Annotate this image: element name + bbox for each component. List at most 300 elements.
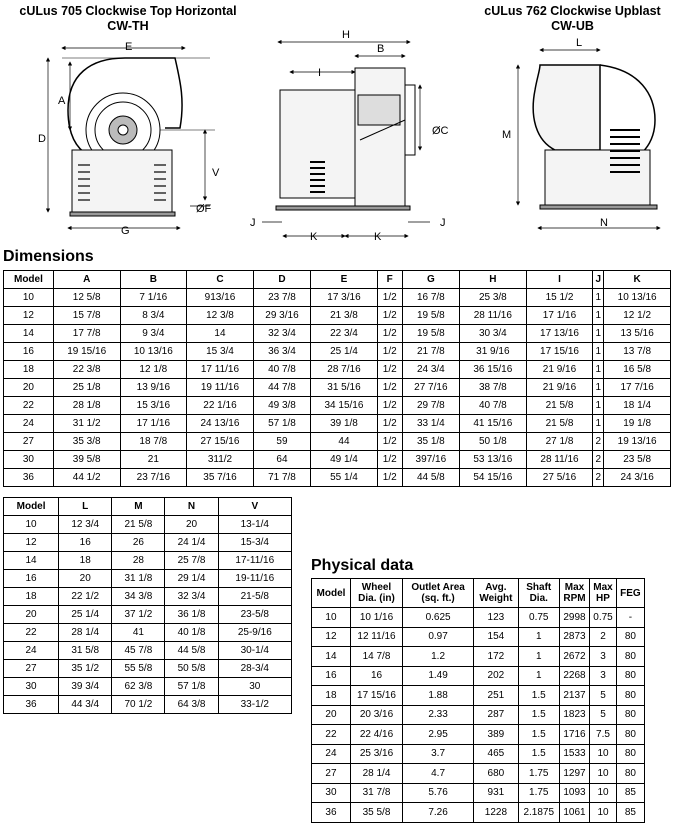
table-row [4, 289, 671, 307]
column-header: B [120, 271, 187, 289]
table-cell: 25 3/16 [350, 744, 402, 764]
table-cell: 39 3/4 [59, 678, 112, 696]
table-cell: 1.88 [403, 686, 474, 706]
table-cell: 1 [593, 343, 604, 361]
table-cell: 16 5/8 [604, 361, 671, 379]
column-header-line: FEG [620, 587, 641, 599]
table-row [312, 647, 645, 667]
table-cell: 18 1/4 [604, 397, 671, 415]
table-cell: 36 [4, 469, 54, 487]
table-cell: 1.5 [518, 686, 559, 706]
table-cell: 64 3/8 [165, 696, 218, 714]
table-cell: 2 [593, 469, 604, 487]
table-row [312, 627, 645, 647]
table-cell: 28 7/16 [311, 361, 378, 379]
table-cell: 34 3/8 [112, 588, 165, 606]
label-i: I [318, 67, 322, 79]
table-cell: 24 3/16 [604, 469, 671, 487]
column-header: Model [4, 271, 54, 289]
column-header-line: Dia. [529, 593, 548, 604]
table-row [4, 678, 292, 696]
table-cell: 7.26 [403, 803, 474, 823]
column-header-line: Wheel [361, 582, 392, 593]
table-cell: 10 [590, 764, 617, 784]
table-cell: 10 [590, 744, 617, 764]
table-cell: 3 [590, 647, 617, 667]
table-cell: 20 [59, 570, 112, 588]
column-header [616, 579, 644, 608]
table-cell: 1.75 [518, 764, 559, 784]
table-cell: 21-5/8 [218, 588, 291, 606]
table-cell: 15 3/16 [120, 397, 187, 415]
table-cell: 12 3/4 [59, 516, 112, 534]
table-row [4, 642, 292, 660]
table-cell: 1/2 [377, 469, 402, 487]
table-cell: 24 [4, 415, 54, 433]
table-cell: 931 [474, 783, 519, 803]
table-cell: 23 7/16 [120, 469, 187, 487]
label-v: V [212, 167, 220, 179]
table-cell: 10 13/16 [120, 343, 187, 361]
top-horizontal-fan-drawing [48, 48, 215, 228]
table-cell: 10 1/16 [350, 608, 402, 628]
table-row [4, 534, 292, 552]
table-cell: 26 [112, 534, 165, 552]
table-row [4, 588, 292, 606]
table-cell: 31 9/16 [460, 343, 527, 361]
table-cell: 1/2 [377, 325, 402, 343]
dimensions-title: Dimensions [3, 248, 94, 265]
table-cell: 27 1/8 [526, 433, 593, 451]
table-cell: 22 1/2 [59, 588, 112, 606]
column-header: L [59, 498, 112, 516]
table-cell: 14 [4, 552, 59, 570]
table-row [312, 666, 645, 686]
table-cell: 12 1/2 [604, 307, 671, 325]
column-header: H [460, 271, 527, 289]
table-cell: 17-11/16 [218, 552, 291, 570]
table-cell: 2 [593, 451, 604, 469]
table-cell: 80 [616, 686, 644, 706]
table-cell: 15 1/2 [526, 289, 593, 307]
table-cell: 17 7/8 [53, 325, 120, 343]
table-cell: 44 5/8 [165, 642, 218, 660]
table-cell: 15-3/4 [218, 534, 291, 552]
column-header-line: RPM [563, 593, 586, 604]
table-cell: 80 [616, 764, 644, 784]
table-cell: 2 [590, 627, 617, 647]
table-cell: 30 [4, 451, 54, 469]
table-cell: 17 3/16 [311, 289, 378, 307]
table-cell: 21 5/8 [112, 516, 165, 534]
table-cell: 2.95 [403, 725, 474, 745]
table-cell: 44 3/4 [59, 696, 112, 714]
column-header: K [604, 271, 671, 289]
table-cell: 22 [4, 624, 59, 642]
table-cell: 35 7/16 [187, 469, 254, 487]
table-cell: 123 [474, 608, 519, 628]
table-cell: 23-5/8 [218, 606, 291, 624]
table-cell: 23 5/8 [604, 451, 671, 469]
table-cell: 1093 [559, 783, 589, 803]
table-cell: 37 1/2 [112, 606, 165, 624]
table-cell: 12 3/8 [187, 307, 254, 325]
physical-data-table [311, 578, 645, 823]
table-cell: 251 [474, 686, 519, 706]
table-cell: 0.75 [590, 608, 617, 628]
column-header: M [112, 498, 165, 516]
table-cell: 30 [218, 678, 291, 696]
table-row [4, 606, 292, 624]
table-cell: 40 7/8 [253, 361, 310, 379]
table-cell: 12 1/8 [120, 361, 187, 379]
table-cell: 28 1/8 [53, 397, 120, 415]
table-cell: 25 7/8 [165, 552, 218, 570]
table-cell: 14 7/8 [350, 647, 402, 667]
table-cell: 85 [616, 783, 644, 803]
label-e: E [125, 41, 133, 53]
table-cell: 3.7 [403, 744, 474, 764]
label-d: D [38, 133, 46, 145]
column-header: N [165, 498, 218, 516]
table-cell: 31 1/2 [53, 415, 120, 433]
table-cell: 41 [112, 624, 165, 642]
table-cell: 9 3/4 [120, 325, 187, 343]
column-header: F [377, 271, 402, 289]
table-cell: 31 5/16 [311, 379, 378, 397]
table-cell: 14 [187, 325, 254, 343]
table-row [4, 696, 292, 714]
label-n: N [600, 217, 608, 229]
table-row [4, 570, 292, 588]
table-cell: 80 [616, 627, 644, 647]
table-cell: 8 3/4 [120, 307, 187, 325]
table-cell: 40 7/8 [460, 397, 527, 415]
table-cell: 21 [120, 451, 187, 469]
table-cell: 172 [474, 647, 519, 667]
table-cell: 19 5/8 [402, 325, 459, 343]
table-cell: 311/2 [187, 451, 254, 469]
table-cell: 21 5/8 [526, 415, 593, 433]
column-header-line: Outlet Area [411, 582, 465, 593]
column-header: D [253, 271, 310, 289]
table-cell: 21 9/16 [526, 379, 593, 397]
table-cell: 1533 [559, 744, 589, 764]
table-cell: 24 [4, 642, 59, 660]
table-cell: 21 7/8 [402, 343, 459, 361]
table-cell: 35 1/8 [402, 433, 459, 451]
label-k-right: K [374, 231, 382, 243]
table-cell: 5 [590, 705, 617, 725]
dimensions-header-row [4, 271, 671, 289]
table-cell: - [616, 608, 644, 628]
column-header: C [187, 271, 254, 289]
table-cell: 38 7/8 [460, 379, 527, 397]
column-header: V [218, 498, 291, 516]
table-cell: 24 3/4 [402, 361, 459, 379]
table-cell: 1/2 [377, 451, 402, 469]
table-cell: 3 [590, 666, 617, 686]
table-cell: 1061 [559, 803, 589, 823]
table-cell: 22 [312, 725, 351, 745]
table-cell: 13 7/8 [604, 343, 671, 361]
table-cell: 7.5 [590, 725, 617, 745]
table-cell: 36 [312, 803, 351, 823]
table-cell: 54 15/16 [460, 469, 527, 487]
table-cell: 202 [474, 666, 519, 686]
table-cell: 25 1/4 [311, 343, 378, 361]
table-cell: 32 3/4 [165, 588, 218, 606]
table-cell: 287 [474, 705, 519, 725]
table-cell: 5 [590, 686, 617, 706]
table-cell: 49 1/4 [311, 451, 378, 469]
table-cell: 397/16 [402, 451, 459, 469]
table-cell: 21 5/8 [526, 397, 593, 415]
table-cell: 2.33 [403, 705, 474, 725]
column-header-line: HP [596, 593, 610, 604]
column-header: I [526, 271, 593, 289]
table-cell: 36 15/16 [460, 361, 527, 379]
table-cell: 14 [312, 647, 351, 667]
table-cell: 50 1/8 [460, 433, 527, 451]
table-cell: 2873 [559, 627, 589, 647]
table-cell: 19 5/8 [402, 307, 459, 325]
table-cell: 2268 [559, 666, 589, 686]
table-cell: 19 1/8 [604, 415, 671, 433]
table-cell: 16 [59, 534, 112, 552]
column-header [590, 579, 617, 608]
table-cell: 49 3/8 [253, 397, 310, 415]
table-cell: 28 11/16 [460, 307, 527, 325]
table-cell: 1 [593, 325, 604, 343]
table-cell: 2672 [559, 647, 589, 667]
table-cell: 22 3/8 [53, 361, 120, 379]
table-cell: 30 3/4 [460, 325, 527, 343]
table-cell: 23 7/8 [253, 289, 310, 307]
column-header [518, 579, 559, 608]
table-cell: 1 [518, 666, 559, 686]
label-j-right: J [440, 217, 446, 229]
table-cell: 1/2 [377, 397, 402, 415]
table-cell: 30 [4, 678, 59, 696]
table-cell: 17 13/16 [526, 325, 593, 343]
table-cell: 21 3/8 [311, 307, 378, 325]
column-header-line: Max [564, 582, 585, 593]
table-cell: 19-11/16 [218, 570, 291, 588]
table-cell: 36 3/4 [253, 343, 310, 361]
table-cell: 680 [474, 764, 519, 784]
table-cell: 45 7/8 [112, 642, 165, 660]
table-cell: 10 [4, 516, 59, 534]
table-cell: 0.625 [403, 608, 474, 628]
table-row [312, 725, 645, 745]
table-cell: 16 7/8 [402, 289, 459, 307]
table-cell: 50 5/8 [165, 660, 218, 678]
table-cell: 31 1/8 [112, 570, 165, 588]
upblast-fan-drawing [518, 50, 660, 228]
physical-data-title: Physical data [311, 557, 414, 574]
column-header-line: (sq. ft.) [421, 593, 455, 604]
table-row [312, 783, 645, 803]
table-cell: 465 [474, 744, 519, 764]
table-cell: 389 [474, 725, 519, 745]
table-row [312, 608, 645, 628]
table-row [4, 552, 292, 570]
column-header: G [402, 271, 459, 289]
table-cell: 1228 [474, 803, 519, 823]
table-cell: 19 13/16 [604, 433, 671, 451]
label-k-left: K [310, 231, 318, 243]
table-cell: 44 5/8 [402, 469, 459, 487]
table-cell: 12 [312, 627, 351, 647]
table-row [312, 744, 645, 764]
table-cell: 1.5 [518, 725, 559, 745]
table-cell: 62 3/8 [112, 678, 165, 696]
label-l: L [576, 37, 583, 49]
table-row [312, 803, 645, 823]
table-cell: 29 7/8 [402, 397, 459, 415]
table-cell: 5.76 [403, 783, 474, 803]
table-cell: 44 1/2 [53, 469, 120, 487]
table-row [4, 379, 671, 397]
column-header-line: Weight [479, 593, 513, 604]
table-cell: 25 1/4 [59, 606, 112, 624]
table-cell: 35 1/2 [59, 660, 112, 678]
table-cell: 19 15/16 [53, 343, 120, 361]
table-row [312, 686, 645, 706]
table-cell: 40 1/8 [165, 624, 218, 642]
table-cell: 25-9/16 [218, 624, 291, 642]
table-cell: 70 1/2 [112, 696, 165, 714]
table-cell: 22 3/4 [311, 325, 378, 343]
table-cell: 1 [593, 307, 604, 325]
table-cell: 1 [593, 379, 604, 397]
table-cell: 27 7/16 [402, 379, 459, 397]
table-cell: 57 1/8 [165, 678, 218, 696]
label-b: B [377, 43, 385, 55]
table-cell: 17 11/16 [187, 361, 254, 379]
table-cell: 0.75 [518, 608, 559, 628]
table-row [312, 705, 645, 725]
table-cell: 1/2 [377, 289, 402, 307]
dimensions-lmnv-header-row [4, 498, 292, 516]
table-cell: 1716 [559, 725, 589, 745]
table-row [4, 325, 671, 343]
table-cell: 1.5 [518, 744, 559, 764]
table-cell: 24 13/16 [187, 415, 254, 433]
table-cell: 15 3/4 [187, 343, 254, 361]
table-cell: 55 1/4 [311, 469, 378, 487]
table-cell: 2 [593, 433, 604, 451]
table-cell: 1/2 [377, 361, 402, 379]
table-cell: 1297 [559, 764, 589, 784]
column-header [350, 579, 402, 608]
table-cell: 80 [616, 647, 644, 667]
table-cell: 1/2 [377, 307, 402, 325]
table-cell: 53 13/16 [460, 451, 527, 469]
column-header [559, 579, 589, 608]
right-drawing-caption: cULus 762 Clockwise Upblast CW-UB [484, 4, 661, 33]
table-cell: 27 [312, 764, 351, 784]
table-cell: 1 [593, 361, 604, 379]
table-cell: 80 [616, 666, 644, 686]
table-cell: 18 7/8 [120, 433, 187, 451]
column-header: Model [4, 498, 59, 516]
table-cell: 1.49 [403, 666, 474, 686]
table-cell: 1.2 [403, 647, 474, 667]
table-cell: 59 [253, 433, 310, 451]
table-cell: 4.7 [403, 764, 474, 784]
table-row [4, 469, 671, 487]
table-cell: 0.97 [403, 627, 474, 647]
table-cell: 29 1/4 [165, 570, 218, 588]
table-cell: 1/2 [377, 379, 402, 397]
label-m: M [502, 129, 512, 141]
table-cell: 17 1/16 [120, 415, 187, 433]
table-cell: 18 [4, 361, 54, 379]
table-cell: 33-1/2 [218, 696, 291, 714]
table-row [4, 343, 671, 361]
table-cell: 1 [518, 647, 559, 667]
side-view-fan-drawing [262, 42, 430, 236]
table-cell: 14 [4, 325, 54, 343]
table-cell: 24 1/4 [165, 534, 218, 552]
table-cell: 31 5/8 [59, 642, 112, 660]
column-header: E [311, 271, 378, 289]
table-cell: 16 [4, 343, 54, 361]
table-cell: 17 7/16 [604, 379, 671, 397]
table-cell: 21 9/16 [526, 361, 593, 379]
table-cell: 17 15/16 [526, 343, 593, 361]
table-cell: 1823 [559, 705, 589, 725]
table-cell: 34 15/16 [311, 397, 378, 415]
table-cell: 2998 [559, 608, 589, 628]
table-cell: 80 [616, 705, 644, 725]
table-cell: 16 [312, 666, 351, 686]
table-cell: 18 [59, 552, 112, 570]
column-header-line: Max [593, 582, 613, 593]
table-cell: 10 [4, 289, 54, 307]
table-cell: 71 7/8 [253, 469, 310, 487]
table-cell: 85 [616, 803, 644, 823]
label-c: ØC [432, 125, 449, 137]
table-cell: 30-1/4 [218, 642, 291, 660]
table-cell: 36 1/8 [165, 606, 218, 624]
table-cell: 27 15/16 [187, 433, 254, 451]
label-g: G [121, 225, 130, 237]
column-header [403, 579, 474, 608]
table-cell: 27 [4, 433, 54, 451]
label-h: H [342, 29, 350, 41]
table-row [4, 361, 671, 379]
table-cell: 44 [311, 433, 378, 451]
table-cell: 20 [4, 379, 54, 397]
table-cell: 33 1/4 [402, 415, 459, 433]
table-cell: 20 [312, 705, 351, 725]
table-cell: 44 7/8 [253, 379, 310, 397]
table-row [4, 624, 292, 642]
column-header [474, 579, 519, 608]
table-cell: 10 [590, 783, 617, 803]
table-row [4, 660, 292, 678]
table-cell: 2137 [559, 686, 589, 706]
table-row [4, 307, 671, 325]
table-cell: 22 1/16 [187, 397, 254, 415]
table-cell: 28 1/4 [59, 624, 112, 642]
table-cell: 12 5/8 [53, 289, 120, 307]
table-cell: 1 [518, 627, 559, 647]
table-cell: 13-1/4 [218, 516, 291, 534]
